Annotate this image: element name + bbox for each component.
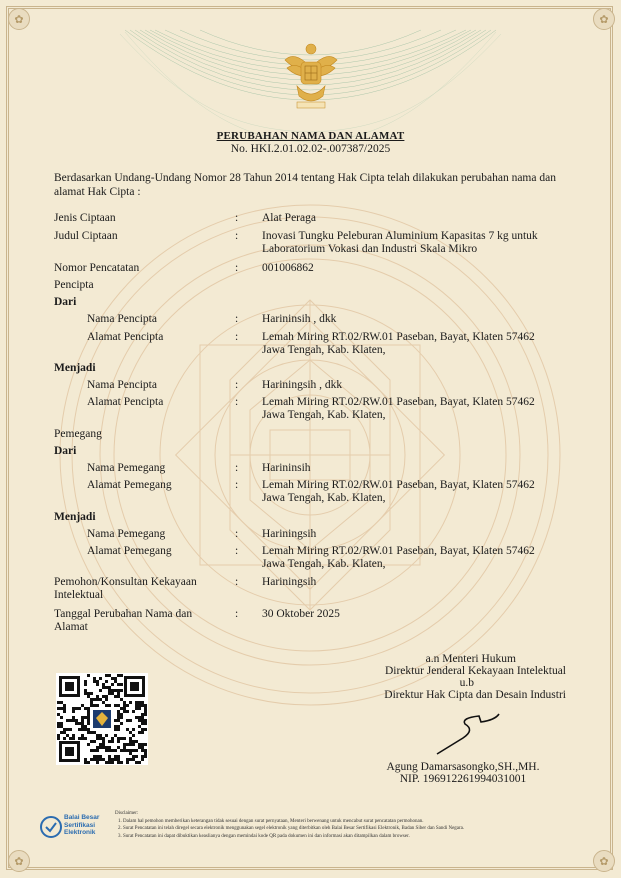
- signatory-line: u.b: [459, 677, 474, 689]
- handwritten-signature: [435, 710, 505, 758]
- field-label: Alamat Pencipta: [87, 331, 164, 343]
- disclaimer-heading: Disclaimer:: [115, 811, 139, 816]
- field-label: Jenis Ciptaan: [54, 212, 116, 224]
- colon: :: [235, 462, 239, 474]
- corner-ornament: ✿: [593, 8, 615, 30]
- signatory-line: Direktur Hak Cipta dan Desain Industri: [384, 689, 566, 701]
- colon: :: [235, 479, 239, 491]
- field-label: Pemohon/Konsultan Kekayaan: [54, 576, 197, 588]
- field-value: Jawa Tengah, Kab. Klaten,: [262, 558, 386, 570]
- colon: :: [235, 545, 239, 557]
- colon: :: [235, 608, 239, 620]
- logo-text: Elektronik: [64, 829, 96, 836]
- section-pencipta: Pencipta: [54, 279, 94, 291]
- field-label: Nama Pencipta: [87, 379, 157, 391]
- colon: :: [235, 230, 239, 242]
- corner-ornament: ✿: [8, 850, 30, 872]
- colon: :: [235, 576, 239, 588]
- field-value: Jawa Tengah, Kab. Klaten,: [262, 409, 386, 421]
- field-value: Lemah Miring RT.02/RW.01 Paseban, Bayat, Klaten 57462: [262, 545, 535, 557]
- field-value: Inovasi Tungku Peleburan Aluminium Kapasitas 7 kg untuk: [262, 230, 538, 242]
- disclaimer-item: 3. Surat Pencatatan ini dapat dibuktikan keaslianya dengan memindai kode QR pada dokumen ini dan informasi akan ditampilkan dalam browser.: [118, 833, 410, 839]
- colon: :: [235, 396, 239, 408]
- signatory-line: a.n Menteri Hukum: [425, 653, 516, 665]
- logo-text: Sertifikasi: [64, 821, 96, 829]
- bsre-logo: [40, 812, 114, 842]
- disclaimer: [115, 810, 595, 840]
- field-label: Alamat Pemegang: [87, 479, 172, 491]
- document-title: PERUBAHAN NAMA DAN ALAMAT: [216, 130, 405, 142]
- field-value: Lemah Miring RT.02/RW.01 Paseban, Bayat, Klaten 57462: [262, 479, 535, 491]
- field-label: Nama Pencipta: [87, 313, 157, 325]
- field-value: Hariningsih , dkk: [262, 379, 343, 391]
- signatory-identity: [300, 761, 566, 785]
- intro-text: Berdasarkan Undang-Undang Nomor 28 Tahun 2014 tentang Hak Cipta telah dilakukan perubahan nama dan alamat Hak Cipta :: [54, 172, 556, 198]
- field-value: Harininsih , dkk: [262, 313, 337, 325]
- signatory-line: Direktur Jenderal Kekayaan Intelektual: [384, 665, 566, 677]
- subsection-menjadi: Menjadi: [54, 362, 96, 374]
- colon: :: [235, 331, 239, 343]
- ministry-logo-icon: [93, 710, 111, 728]
- section-pemegang: Pemegang: [54, 428, 102, 440]
- corner-ornament: ✿: [8, 8, 30, 30]
- field-label: Nomor Pencatatan: [54, 262, 140, 274]
- field-value: Jawa Tengah, Kab. Klaten,: [262, 492, 386, 504]
- field-value: Jawa Tengah, Kab. Klaten,: [262, 344, 386, 356]
- garuda-emblem: [283, 40, 339, 112]
- disclaimer-item: 2. Surat Pencatatan ini telah diregel secara elektronik menggunakan segel elektronik yang diterbitkan oleh Balai Besar Sertifikasi Elektronik, Badan Siber dan Sandi Negara.: [118, 826, 465, 831]
- field-label: Tanggal Perubahan Nama dan: [54, 608, 193, 620]
- field-value: Hariningsih: [262, 528, 317, 540]
- subsection-menjadi: Menjadi: [54, 511, 96, 523]
- colon: :: [235, 379, 239, 391]
- field-label: Intelektual: [54, 589, 104, 601]
- field-label: Judul Ciptaan: [54, 230, 118, 242]
- field-value: Harininsih: [262, 462, 311, 474]
- signatory-block: [300, 653, 566, 701]
- corner-ornament: ✿: [593, 850, 615, 872]
- field-value: Hariningsih: [262, 576, 317, 588]
- field-value: Alat Peraga: [262, 212, 316, 224]
- document-number: No. HKI.2.01.02.02-.007387/2025: [230, 143, 391, 155]
- colon: :: [235, 313, 239, 325]
- signatory-nip: NIP. 196912261994031001: [399, 773, 527, 785]
- field-label: Nama Pemegang: [87, 528, 166, 540]
- field-value: Lemah Miring RT.02/RW.01 Paseban, Bayat, Klaten 57462: [262, 396, 535, 408]
- qr-code[interactable]: [56, 673, 148, 765]
- colon: :: [235, 262, 239, 274]
- field-value: Lemah Miring RT.02/RW.01 Paseban, Bayat, Klaten 57462: [262, 331, 535, 343]
- logo-text: Balai Besar: [64, 814, 100, 821]
- signatory-name: Agung Damarsasongko,SH.,MH.: [386, 761, 540, 773]
- subsection-dari: Dari: [54, 296, 77, 308]
- document-header: [0, 130, 621, 155]
- field-label: Alamat Pencipta: [87, 396, 164, 408]
- field-label: Alamat: [54, 621, 88, 633]
- subsection-dari: Dari: [54, 445, 77, 457]
- field-value: Laboratorium Vokasi dan Industri Skala Mikro: [262, 243, 478, 255]
- field-value: 001006862: [262, 262, 314, 274]
- colon: :: [235, 212, 239, 224]
- bsre-logo-icon: [40, 816, 62, 838]
- field-label: Nama Pemegang: [87, 462, 166, 474]
- colon: :: [235, 528, 239, 540]
- field-value: 30 Oktober 2025: [262, 608, 340, 620]
- field-label: Alamat Pemegang: [87, 545, 172, 557]
- disclaimer-item: 1. Dalam hal pemohon memberikan keterangan tidak sesuai dengan surat pernyataan, Menteri berwenang untuk mencabut surat pencatatan permohonan.: [118, 818, 424, 824]
